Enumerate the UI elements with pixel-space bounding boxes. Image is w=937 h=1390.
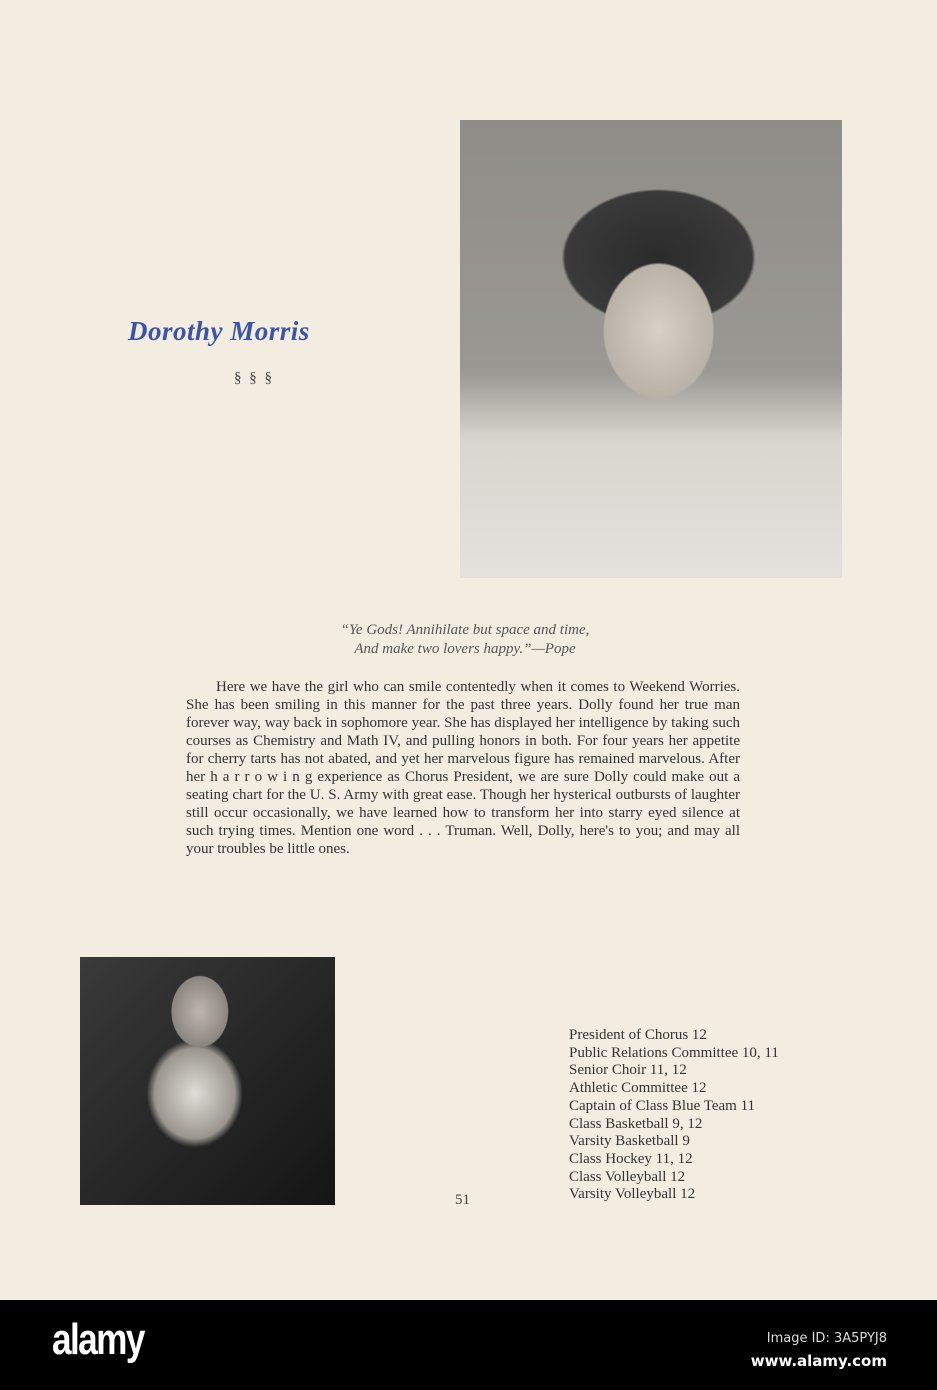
quote — [180, 621, 750, 659]
activity-item: Captain of Class Blue Team 11 — [569, 1097, 756, 1114]
activity-item: Senior Choir 11, 12 — [569, 1062, 687, 1079]
activity-item: Class Basketball 9, 12 — [569, 1115, 703, 1132]
activity-item: Class Volleyball 12 — [569, 1168, 686, 1185]
biography-text: Here we have the girl who can smile contentedly when it comes to Weekend Worries. She has been smiling in this manner for the past three years. Dolly found her true man forever way, way back in sophomore year. She has displayed her intelligence by taking such courses as Chemistry and Math IV, and pulling honors in both. For four years her appetite for cherry tarts has not abated, and yet her marvelous figure has remained marvelous. After her h a r r o w i n g experience as Chorus President, we are sure Dolly could make out a seating chart for the U. S. Army with great ease. Though her hysterical outbursts of laughter still occur occasionally, we have learned how to transform her into starry eyed silence at such trying times. Mention one word . . . Truman. Well, Dolly, here's to you; and may all your troubles be little ones. — [186, 679, 740, 857]
activity-item: Public Relations Committee 10, 11 — [569, 1044, 779, 1061]
quote-line-1: “Ye Gods! Annihilate but space and time, — [340, 622, 590, 638]
activities-list — [569, 1027, 779, 1204]
candid-photo — [80, 957, 335, 1205]
activity-item: President of Chorus 12 — [569, 1027, 707, 1043]
page-number: 51 — [455, 1192, 470, 1208]
alamy-logo: alamy — [52, 1315, 144, 1364]
site-url: www.alamy.com — [750, 1352, 887, 1370]
quote-line-2: And make two lovers happy.”—Pope — [354, 641, 576, 657]
student-name: Dorothy Morris — [128, 316, 310, 346]
section-marks: § § § — [234, 370, 274, 386]
image-id: Image ID: 3A5PYJ8 — [766, 1331, 887, 1346]
portrait-photo — [460, 120, 842, 578]
biography — [186, 678, 740, 858]
activity-item: Athletic Committee 12 — [569, 1080, 707, 1097]
watermark-footer — [0, 1300, 937, 1390]
activity-item: Varsity Volleyball 12 — [569, 1186, 696, 1203]
activity-item: Class Hockey 11, 12 — [569, 1150, 693, 1167]
activity-item: Varsity Basketball 9 — [569, 1133, 690, 1150]
